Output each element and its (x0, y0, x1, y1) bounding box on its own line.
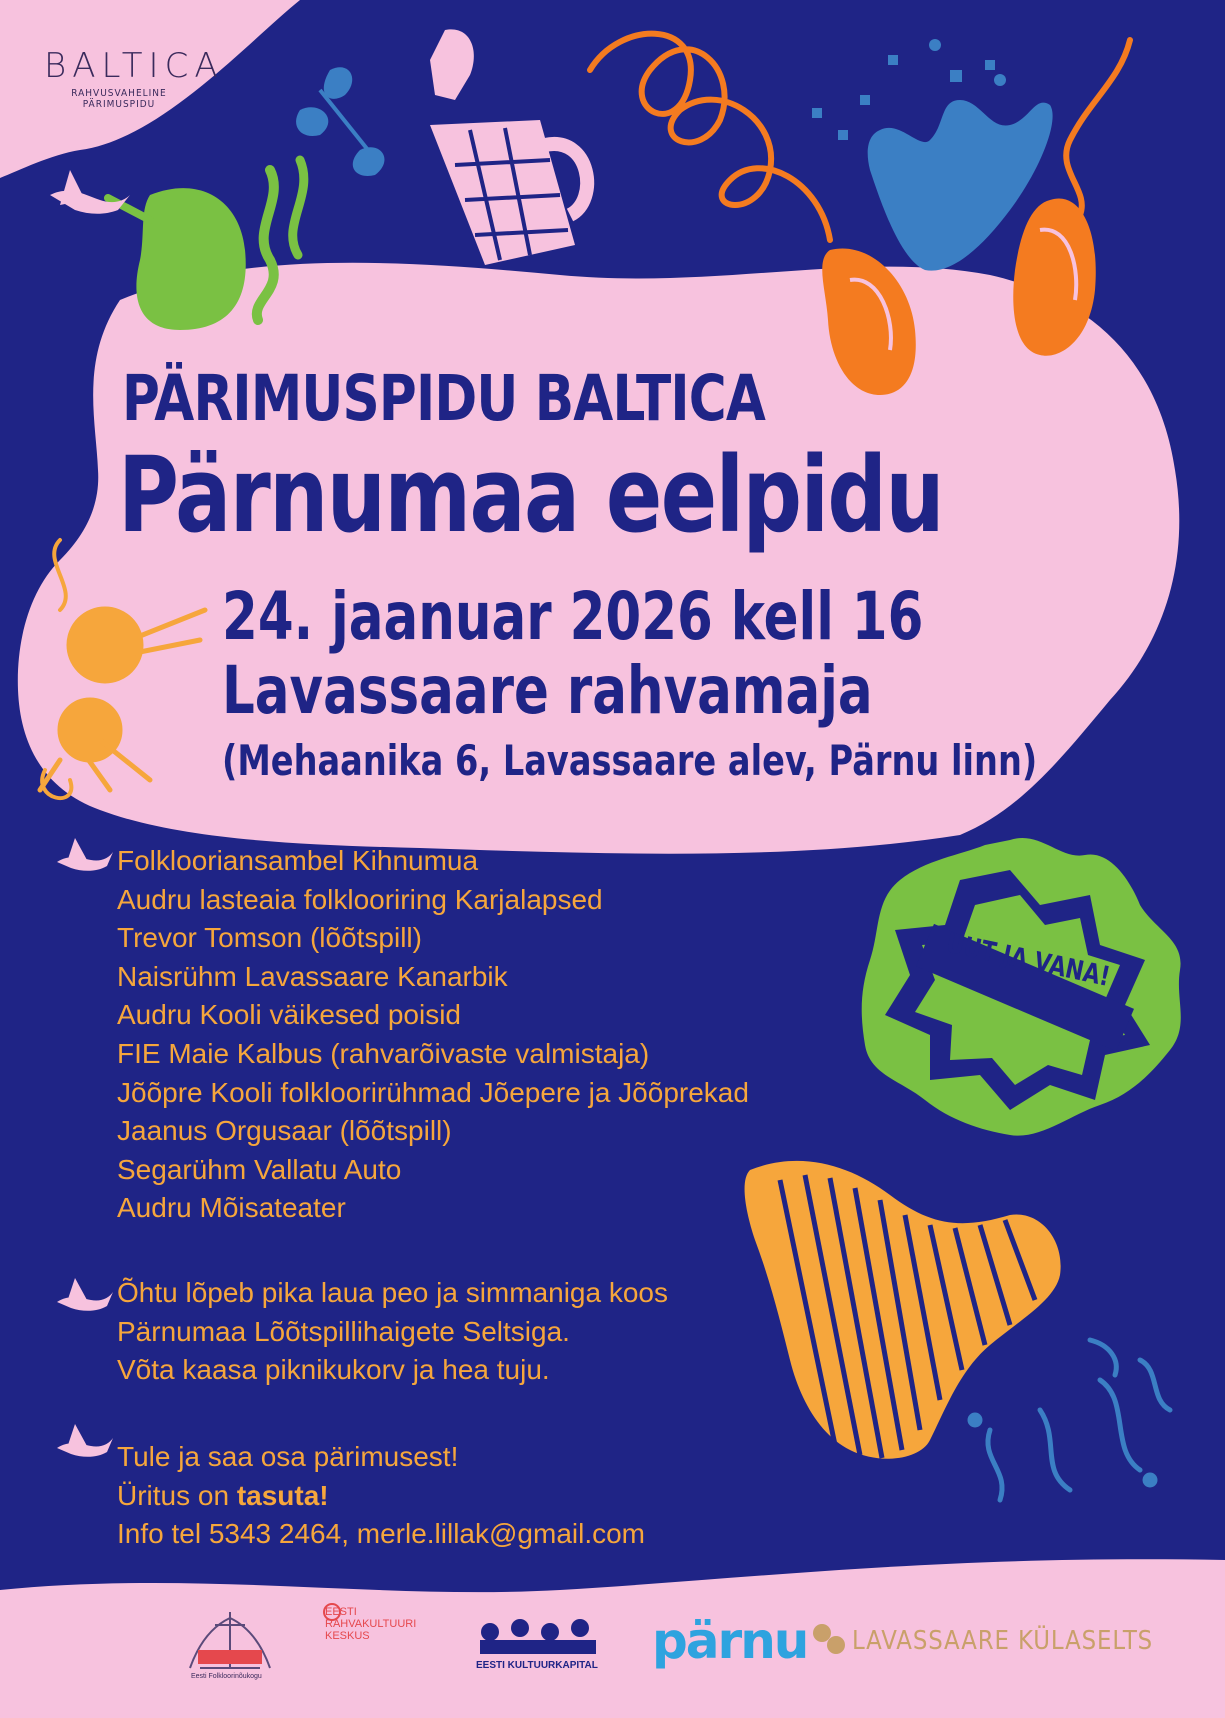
performer-item: Audru lasteaia folklooriring Karjalapsed (117, 883, 603, 915)
orange-ribbon-icon (590, 34, 830, 240)
performer-item: Segarühm Vallatu Auto (117, 1153, 402, 1185)
free-entry-line (117, 1477, 645, 1516)
pink-bird-top-icon (50, 170, 130, 214)
erk-line: EESTI (325, 1606, 357, 1618)
kannel-icon (745, 1161, 1061, 1459)
blue-swirl-icon (970, 1340, 1170, 1500)
event-date-time: 24. jaanuar 2026 kell 16 (222, 578, 924, 655)
performer-item: Trevor Tomson (lõõtspill) (117, 922, 422, 954)
event-address: (Mehaanika 6, Lavassaare alev, Pärnu linn) (222, 736, 1038, 785)
event-subtitle: Pärnumaa eelpidu (118, 434, 943, 556)
stamp-text: UUT JA VANA! (943, 928, 1113, 993)
performer-item: Naisrühm Lavassaare Kanarbik (117, 960, 508, 992)
evening-info (117, 1274, 668, 1390)
erk-line: RAHVAKULTUURI (325, 1618, 417, 1630)
evening-line: Õhtu lõpeb pika laua peo ja simmaniga koos (117, 1277, 669, 1308)
contact-line: Info tel 5343 2464, merle.lillak@gmail.com (117, 1518, 646, 1550)
efk-logo-text: Eesti Folkloorinõukogu (191, 1673, 262, 1680)
free-entry-prefix: Üritus on (117, 1479, 237, 1511)
erk-line: KESKUS (325, 1630, 370, 1642)
bird-bullet-icon (55, 1422, 115, 1466)
mug-icon (430, 29, 587, 265)
free-entry-word: tasuta! (236, 1479, 329, 1511)
ekk-logo-text: EESTI KULTUURKAPITAL (476, 1660, 598, 1671)
event-venue: Lavassaare rahvamaja (222, 652, 873, 729)
green-stamp-icon (862, 838, 1181, 1136)
evening-line: Võta kaasa piknikukorv ja hea tuju. (117, 1354, 550, 1386)
performer-item: Jõõpre Kooli folkloorirühmad Jõepere ja Jõõprekad (117, 1076, 749, 1108)
evening-line: Pärnumaa Lõõtspillihaigete Seltsiga. (117, 1315, 570, 1347)
performer-item: Audru Kooli väikesed poisid (117, 999, 461, 1031)
performers-list (117, 842, 749, 1228)
invite-line: Tule ja saa osa pärimusest! (117, 1441, 459, 1472)
invite-info (117, 1438, 645, 1554)
event-title: PÄRIMUSPIDU BALTICA (122, 362, 766, 435)
lavassaare-logo-text: LAVASSAARE KÜLASELTS (852, 1626, 1154, 1656)
blue-leaf-icon (296, 67, 384, 176)
bird-bullet-icon (55, 836, 115, 880)
baltica-subtitle: RAHVUSVAHELINE PÄRIMUSPIDU (71, 88, 167, 110)
erk-logo-text (325, 1606, 416, 1642)
parnu-logo: pärnu (652, 1612, 808, 1670)
performer-item: Audru Mõisateater (117, 1192, 346, 1224)
performer-item: Folklooriansambel Kihnumua (117, 845, 479, 876)
bird-bullet-icon (55, 1276, 115, 1320)
performer-item: FIE Maie Kalbus (rahvarõivaste valmistaja) (117, 1037, 650, 1069)
performer-item: Jaanus Orgusaar (lõõtspill) (117, 1115, 452, 1147)
baltica-logo (44, 46, 224, 110)
orange-pouch-right-icon (1013, 40, 1130, 356)
baltica-wordmark: BALTICA (44, 46, 224, 86)
tulip-icon (812, 39, 1053, 271)
